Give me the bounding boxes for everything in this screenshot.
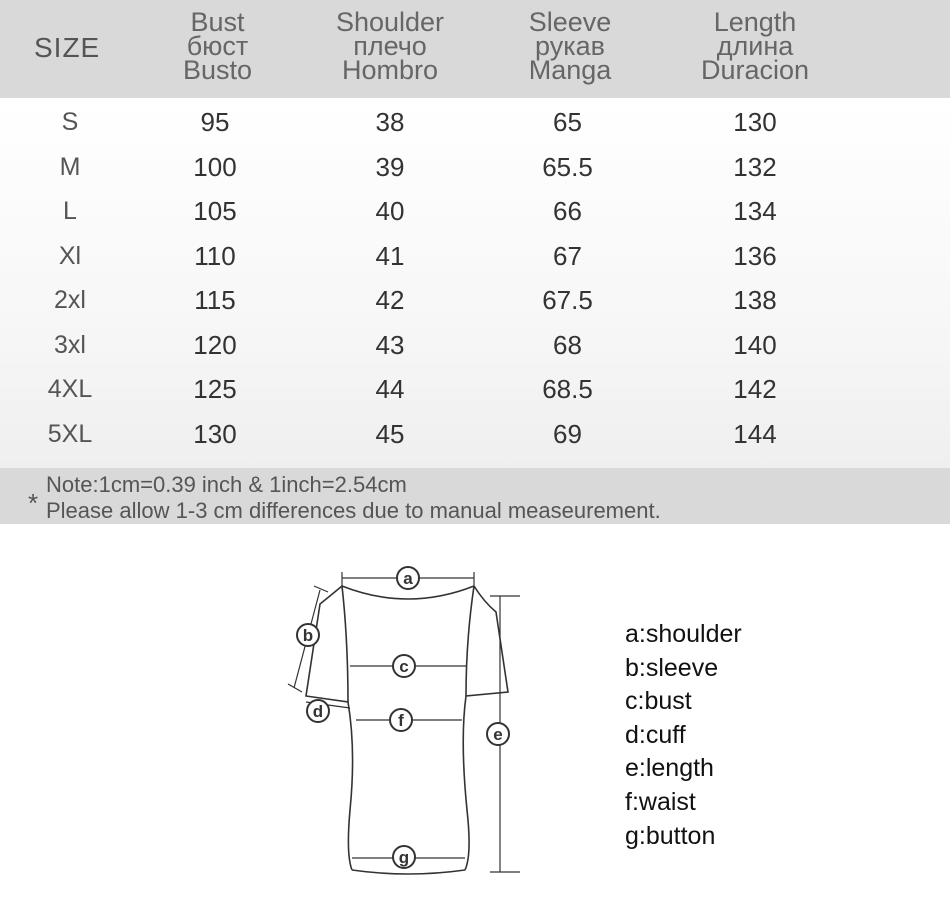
cell-sleeve: 67 [553,241,582,271]
cell-sleeve: 67.5 [542,285,593,315]
cell-size: 4XL [47,375,93,403]
header-sleeve-ru: рукав [535,31,605,61]
header-shoulder-en: Shoulder [335,7,445,37]
cell-sleeve: 65.5 [542,152,593,182]
table-header [0,0,950,98]
header-bust-es: Busto [182,55,253,85]
sleeve-tick-top [314,586,328,592]
cell-bust: 120 [193,330,237,360]
cell-length: 136 [733,241,777,271]
marker-d: d [312,702,324,721]
cell-length: 142 [733,374,777,404]
cell-length: 138 [733,285,777,315]
cell-size: 5XL [47,420,93,448]
header-length-ru: длина [716,31,794,61]
note-asterisk: * [28,488,39,518]
measurement-legend [625,618,742,853]
cell-length: 134 [733,196,777,226]
cell-size: S [61,108,79,136]
cell-bust: 95 [200,107,230,137]
cell-length: 132 [733,152,777,182]
cell-shoulder: 38 [375,107,405,137]
header-sleeve-es: Manga [528,55,612,85]
cell-shoulder: 39 [375,152,405,182]
marker-a: a [403,569,413,588]
note-tolerance: Please allow 1-3 cm differences due to manual measeurement. [46,498,661,523]
cell-shoulder: 43 [375,330,405,360]
cell-size: 2xl [54,286,86,314]
header-sleeve-en: Sleeve [528,7,612,37]
cell-size: 3xl [54,331,86,359]
cell-sleeve: 66 [553,196,582,226]
header-bust-en: Bust [190,7,245,37]
dress-right-armhole [466,586,474,696]
cell-bust: 100 [193,152,237,182]
header-bust [160,7,275,85]
table-row [0,100,950,144]
header-shoulder-es: Hombro [341,55,439,85]
table-row [0,412,950,456]
dress-measurement-diagram [280,560,540,890]
header-length-en: Length [713,7,797,37]
header-length [680,7,830,85]
cell-sleeve: 68.5 [542,374,593,404]
cell-shoulder: 40 [375,196,405,226]
table-row [0,278,950,322]
marker-b: b [302,626,314,645]
cell-shoulder: 45 [375,419,405,449]
note-band [0,468,950,524]
marker-g: g [398,848,410,867]
cell-sleeve: 68 [553,330,582,360]
cell-length: 144 [733,419,777,449]
header-shoulder-ru: плечо [353,31,427,61]
legend-item: c:bust [625,687,692,716]
note-conversion: Note:1cm=0.39 inch & 1inch=2.54cm [46,472,407,497]
table-row [0,323,950,367]
header-sleeve [505,7,635,85]
dress-left-armhole [342,586,348,702]
cell-bust: 115 [194,285,236,315]
cell-bust: 105 [193,196,237,226]
measure-markers [297,567,509,868]
marker-c: c [399,657,409,676]
cell-bust: 110 [194,241,236,271]
cell-shoulder: 44 [375,374,405,404]
table-row [0,367,950,411]
cell-length: 130 [733,107,777,137]
cell-size: L [63,197,77,225]
cell-shoulder: 42 [375,285,405,315]
legend-item: f:waist [625,787,696,816]
header-shoulder [315,7,465,85]
legend-item: d:cuff [625,720,686,749]
cell-shoulder: 41 [375,241,405,271]
table-row [0,234,950,278]
cell-size: M [59,153,81,181]
table-row [0,189,950,233]
marker-f: f [398,711,404,730]
legend-item: b:sleeve [625,653,719,682]
cell-size: Xl [58,242,82,270]
header-size: SIZE [34,32,101,63]
cell-length: 140 [733,330,777,360]
cell-sleeve: 65 [553,107,582,137]
cell-bust: 130 [193,419,237,449]
cell-sleeve: 69 [553,419,582,449]
table-body [0,98,950,468]
legend-item: e:length [625,754,714,783]
dress-hem [352,870,465,874]
header-bust-ru: бюст [186,31,249,61]
header-length-es: Duracion [700,55,810,85]
cell-bust: 125 [193,374,237,404]
legend-item: g:button [625,821,716,850]
marker-e: e [493,725,503,744]
legend-item: a:shoulder [625,620,742,648]
table-row [0,145,950,189]
